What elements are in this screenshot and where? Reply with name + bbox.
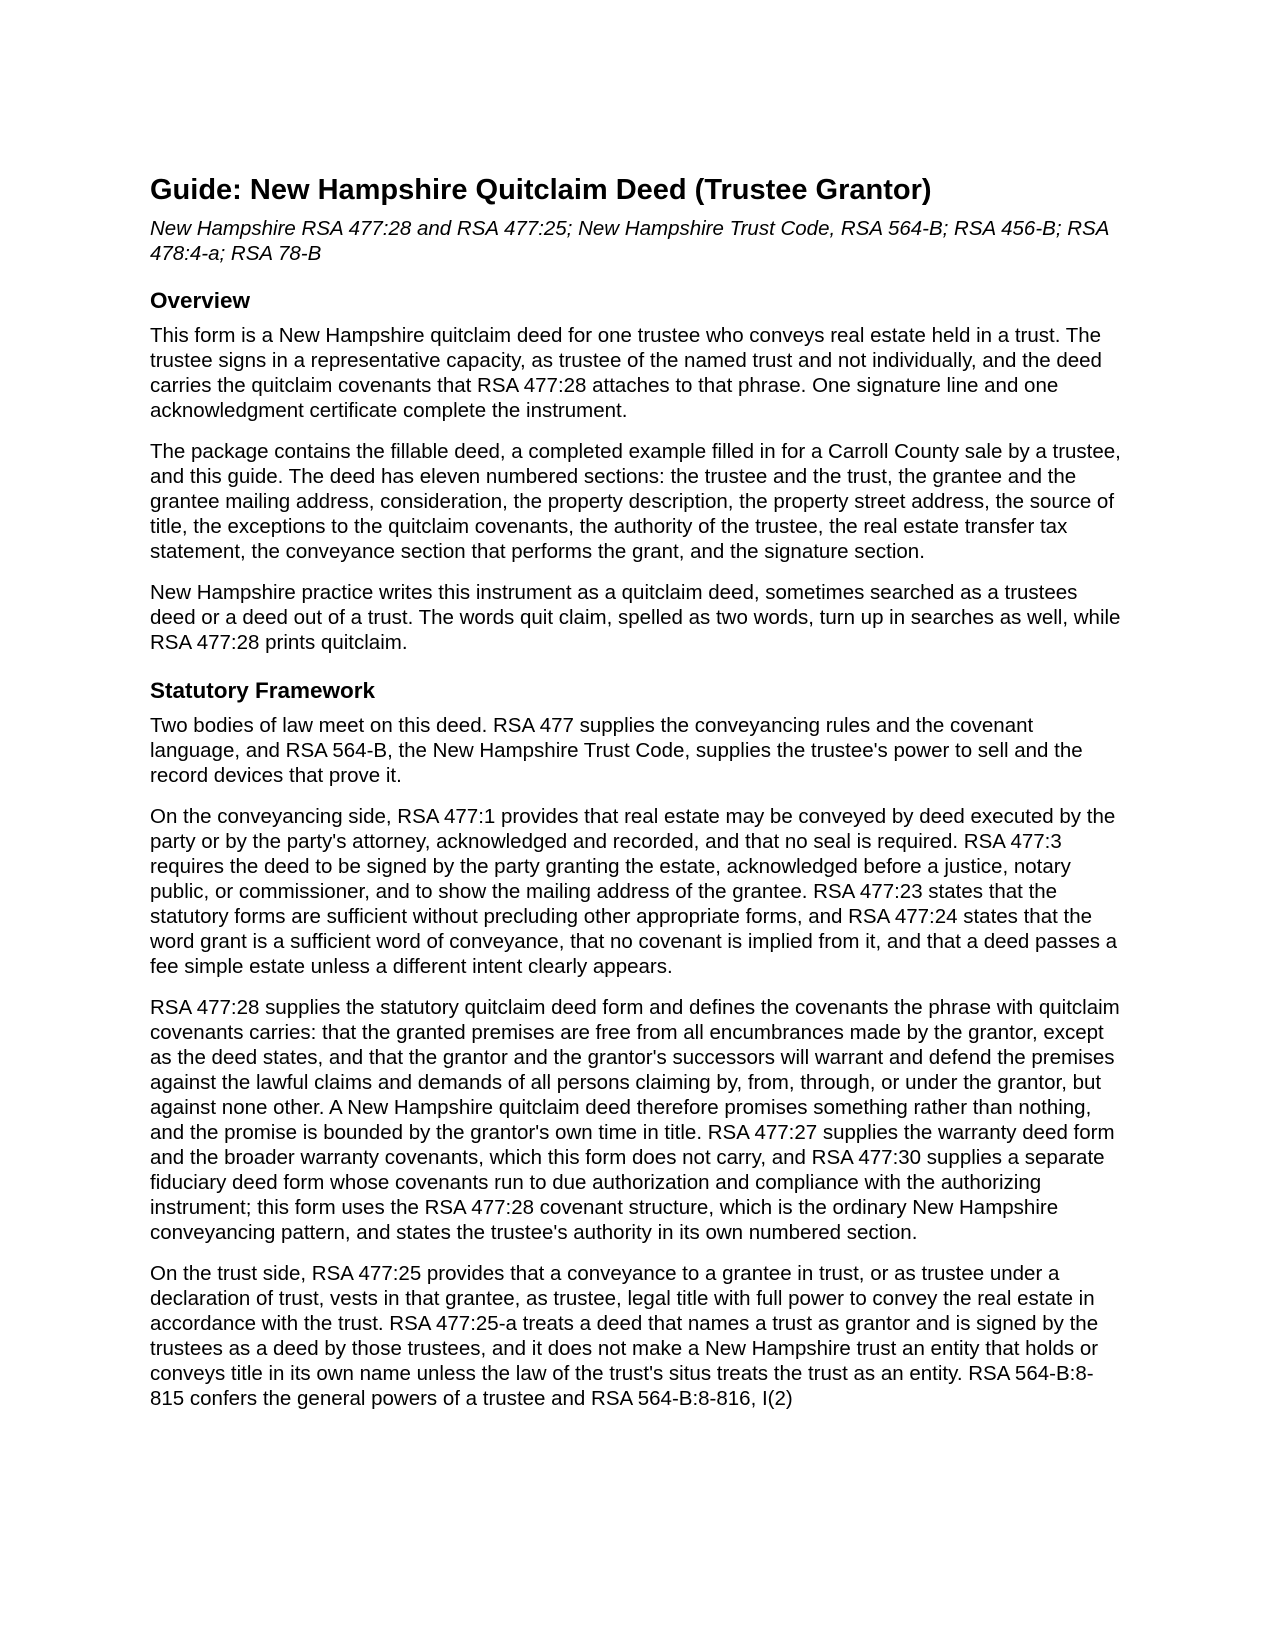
framework-paragraph-1: Two bodies of law meet on this deed. RSA 477 supplies the conveyancing rules and the covenant language, and RSA 564-B, the New Hampshire Trust Code, supplies the trustee's power to sell and the record devices that prove it. (150, 714, 1083, 787)
section-heading-statutory-framework: Statutory Framework (150, 678, 376, 703)
statutory-citations: New Hampshire RSA 477:28 and RSA 477:25; New Hampshire Trust Code, RSA 564-B; RSA 456-B; RSA 478:4-a; RSA 78-B (150, 217, 1109, 265)
section-heading-overview: Overview (150, 288, 251, 313)
overview-paragraph-1: This form is a New Hampshire quitclaim deed for one trustee who conveys real estate held in a trust. The trustee signs in a representative capacity, as trustee of the named trust and not individually, and the deed carries the quitclaim covenants that RSA 477:28 attaches to that phrase. One signature line and one acknowledgment certificate complete the instrument. (150, 324, 1102, 422)
document-page (150, 172, 1125, 1427)
framework-paragraph-4: On the trust side, RSA 477:25 provides that a conveyance to a grantee in trust, or as trustee under a declaration of trust, vests in that grantee, as trustee, legal title with full power to convey the real estate in accordance with the trust. RSA 477:25-a treats a deed that names a trust as grantor and is signed by the trustees as a deed by those trustees, and it does not make a New Hampshire trust an entity that holds or conveys title in its own name unless the law of the trust's situs treats the trust as an entity. RSA 564-B:8-815 confers the general powers of a trustee and RSA 564-B:8-816, I(2) (150, 1262, 1099, 1410)
framework-paragraph-2: On the conveyancing side, RSA 477:1 provides that real estate may be conveyed by deed executed by the party or by the party's attorney, acknowledged and recorded, and that no seal is required. RSA 477:3 requires the deed to be signed by the party granting the estate, acknowledged before a justice, notary public, or commissioner, and to show the mailing address of the grantee. RSA 477:23 states that the statutory forms are sufficient without precluding other appropriate forms, and RSA 477:24 states that the word grant is a sufficient word of conveyance, that no covenant is implied from it, and that a deed passes a fee simple estate unless a different intent clearly appears. (150, 805, 1118, 978)
framework-paragraph-3: RSA 477:28 supplies the statutory quitclaim deed form and defines the covenants the phrase with quitclaim covenants carries: that the granted premises are free from all encumbrances made by the grantor, except as the deed states, and that the grantor and the grantor's successors will warrant and defend the premises against the lawful claims and demands of all persons claiming by, from, through, or under the grantor, but against none other. A New Hampshire quitclaim deed therefore promises something rather than nothing, and the promise is bounded by the grantor's own time in title. RSA 477:27 supplies the warranty deed form and the broader warranty covenants, which this form does not carry, and RSA 477:30 supplies a separate fiduciary deed form whose covenants run to due authorization and compliance with the authorizing instrument; this form uses the RSA 477:28 covenant structure, which is the ordinary New Hampshire conveyancing pattern, and states the trustee's authority in its own numbered section. (150, 996, 1120, 1244)
overview-paragraph-3: New Hampshire practice writes this instrument as a quitclaim deed, sometimes searched as a trustees deed or a deed out of a trust. The words quit claim, spelled as two words, turn up in searches as well, while RSA 477:28 prints quitclaim. (150, 581, 1121, 654)
section-overview (150, 287, 1125, 655)
section-statutory-framework (150, 677, 1125, 1411)
overview-paragraph-2: The package contains the fillable deed, a completed example filled in for a Carroll County sale by a trustee, and this guide. The deed has eleven numbered sections: the trustee and the trust, the grantee and the grantee mailing address, consideration, the property description, the property street address, the source of title, the exceptions to the quitclaim covenants, the authority of the trustee, the real estate transfer tax statement, the conveyance section that performs the grant, and the signature section. (150, 440, 1121, 563)
document-title: Guide: New Hampshire Quitclaim Deed (Trustee Grantor) (150, 174, 932, 206)
